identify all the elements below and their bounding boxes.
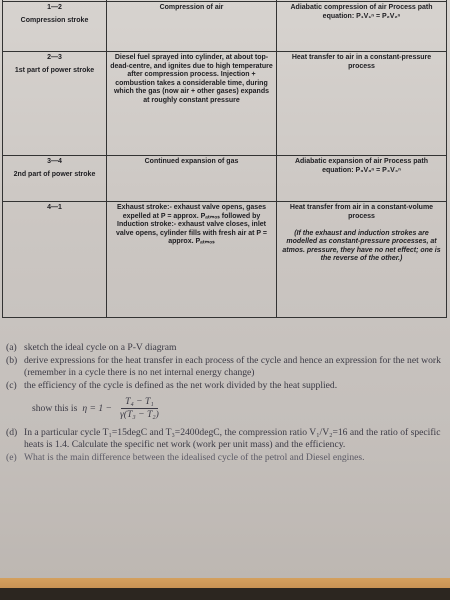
question-label: (c) <box>6 380 17 391</box>
ideal-model-text: Heat transfer from air in a constant-volume process <box>289 204 434 220</box>
process-cell <box>3 202 107 318</box>
question-text: In a particular cycle T₁=15degC and T₃=2400degC, the compression ratio V₁/V₂=16 and the ratio of specific heats is 1.4. Calculate the specific net work (work per unit mass) and the efficiency. <box>24 427 441 450</box>
table-row <box>3 2 447 52</box>
dark-strip <box>0 588 450 600</box>
question-label: (b) <box>6 355 18 366</box>
question-text: derive expressions for the heat transfer in each process of the cycle and hence an expression for the net work (remember in a cycle there is no net internal energy change) <box>24 355 441 378</box>
process-name: 1st part of power stroke <box>14 66 95 74</box>
process-number: 1—2 <box>47 4 62 11</box>
question-text: the efficiency of the cycle is defined as the net work divided by the heat supplied. <box>24 380 338 391</box>
process-cell <box>3 52 107 156</box>
question-list <box>6 342 446 465</box>
question-b <box>6 355 446 379</box>
ideal-model-cell: Adiabatic compression of air Process path equation: P₁V₁ⁿ = P₂V₂ⁿ <box>277 2 447 52</box>
process-name: Compression stroke <box>20 16 89 24</box>
question-d <box>6 427 446 451</box>
process-table <box>2 0 447 318</box>
table-row <box>3 156 447 202</box>
process-cell <box>3 2 107 52</box>
formula-lhs: η = 1 − <box>82 402 113 414</box>
process-name: 2nd part of power stroke <box>13 170 96 178</box>
formula-denominator: γ(T₃ − T₂) <box>120 409 159 420</box>
question-label: (a) <box>6 342 17 353</box>
question-c <box>6 380 446 392</box>
table-row <box>3 52 447 156</box>
question-text: What is the main difference between the idealised cycle of the petrol and Diesel engines. <box>24 452 365 463</box>
question-e <box>6 452 446 464</box>
process-number: 2—3 <box>47 54 62 61</box>
ideal-model-cell: Heat transfer to air in a constant-pressure process <box>277 52 447 156</box>
formula-prefix: show this is <box>32 402 78 414</box>
efficiency-formula <box>32 396 446 421</box>
formula-numerator: T₄ − T₁ <box>121 396 158 409</box>
process-cell <box>3 156 107 202</box>
ideal-model-cell: Adiabatic expansion of air Process path equation: P₃V₃ⁿ = P₄V₄ⁿ <box>277 156 447 202</box>
real-engine-cell: Continued expansion of gas <box>107 156 277 202</box>
question-text: sketch the ideal cycle on a P-V diagram <box>24 342 177 353</box>
question-label: (d) <box>6 427 18 438</box>
process-number: 3—4 <box>47 158 62 165</box>
question-a <box>6 342 446 354</box>
table-row <box>3 202 447 318</box>
question-label: (e) <box>6 452 17 463</box>
real-engine-cell: Diesel fuel sprayed into cylinder, at about top-dead-centre, and ignites due to high temperature after compression process. Injection + combustion takes a considerable time, during which the gas (now air + other gases) expands at roughly constant pressure <box>107 52 277 156</box>
ideal-model-note: (If the exhaust and induction strokes are modelled as constant-pressure processes, at atmos. pressure, they have no net effect; one is the reverse of the other.) <box>282 229 441 262</box>
formula-fraction <box>116 396 163 421</box>
ideal-model-cell <box>277 202 447 318</box>
process-number: 4—1 <box>47 204 62 211</box>
real-engine-cell: Exhaust stroke:- exhaust valve opens, gases expelled at P = approx. Pₐₜₘₒₛ followed by Induction stroke:- exhaust valve closes, inlet valve opens, cylinder fills with fresh air at P = approx. Pₐₜₘₒₛ <box>107 202 277 318</box>
real-engine-cell: Compression of air <box>107 2 277 52</box>
